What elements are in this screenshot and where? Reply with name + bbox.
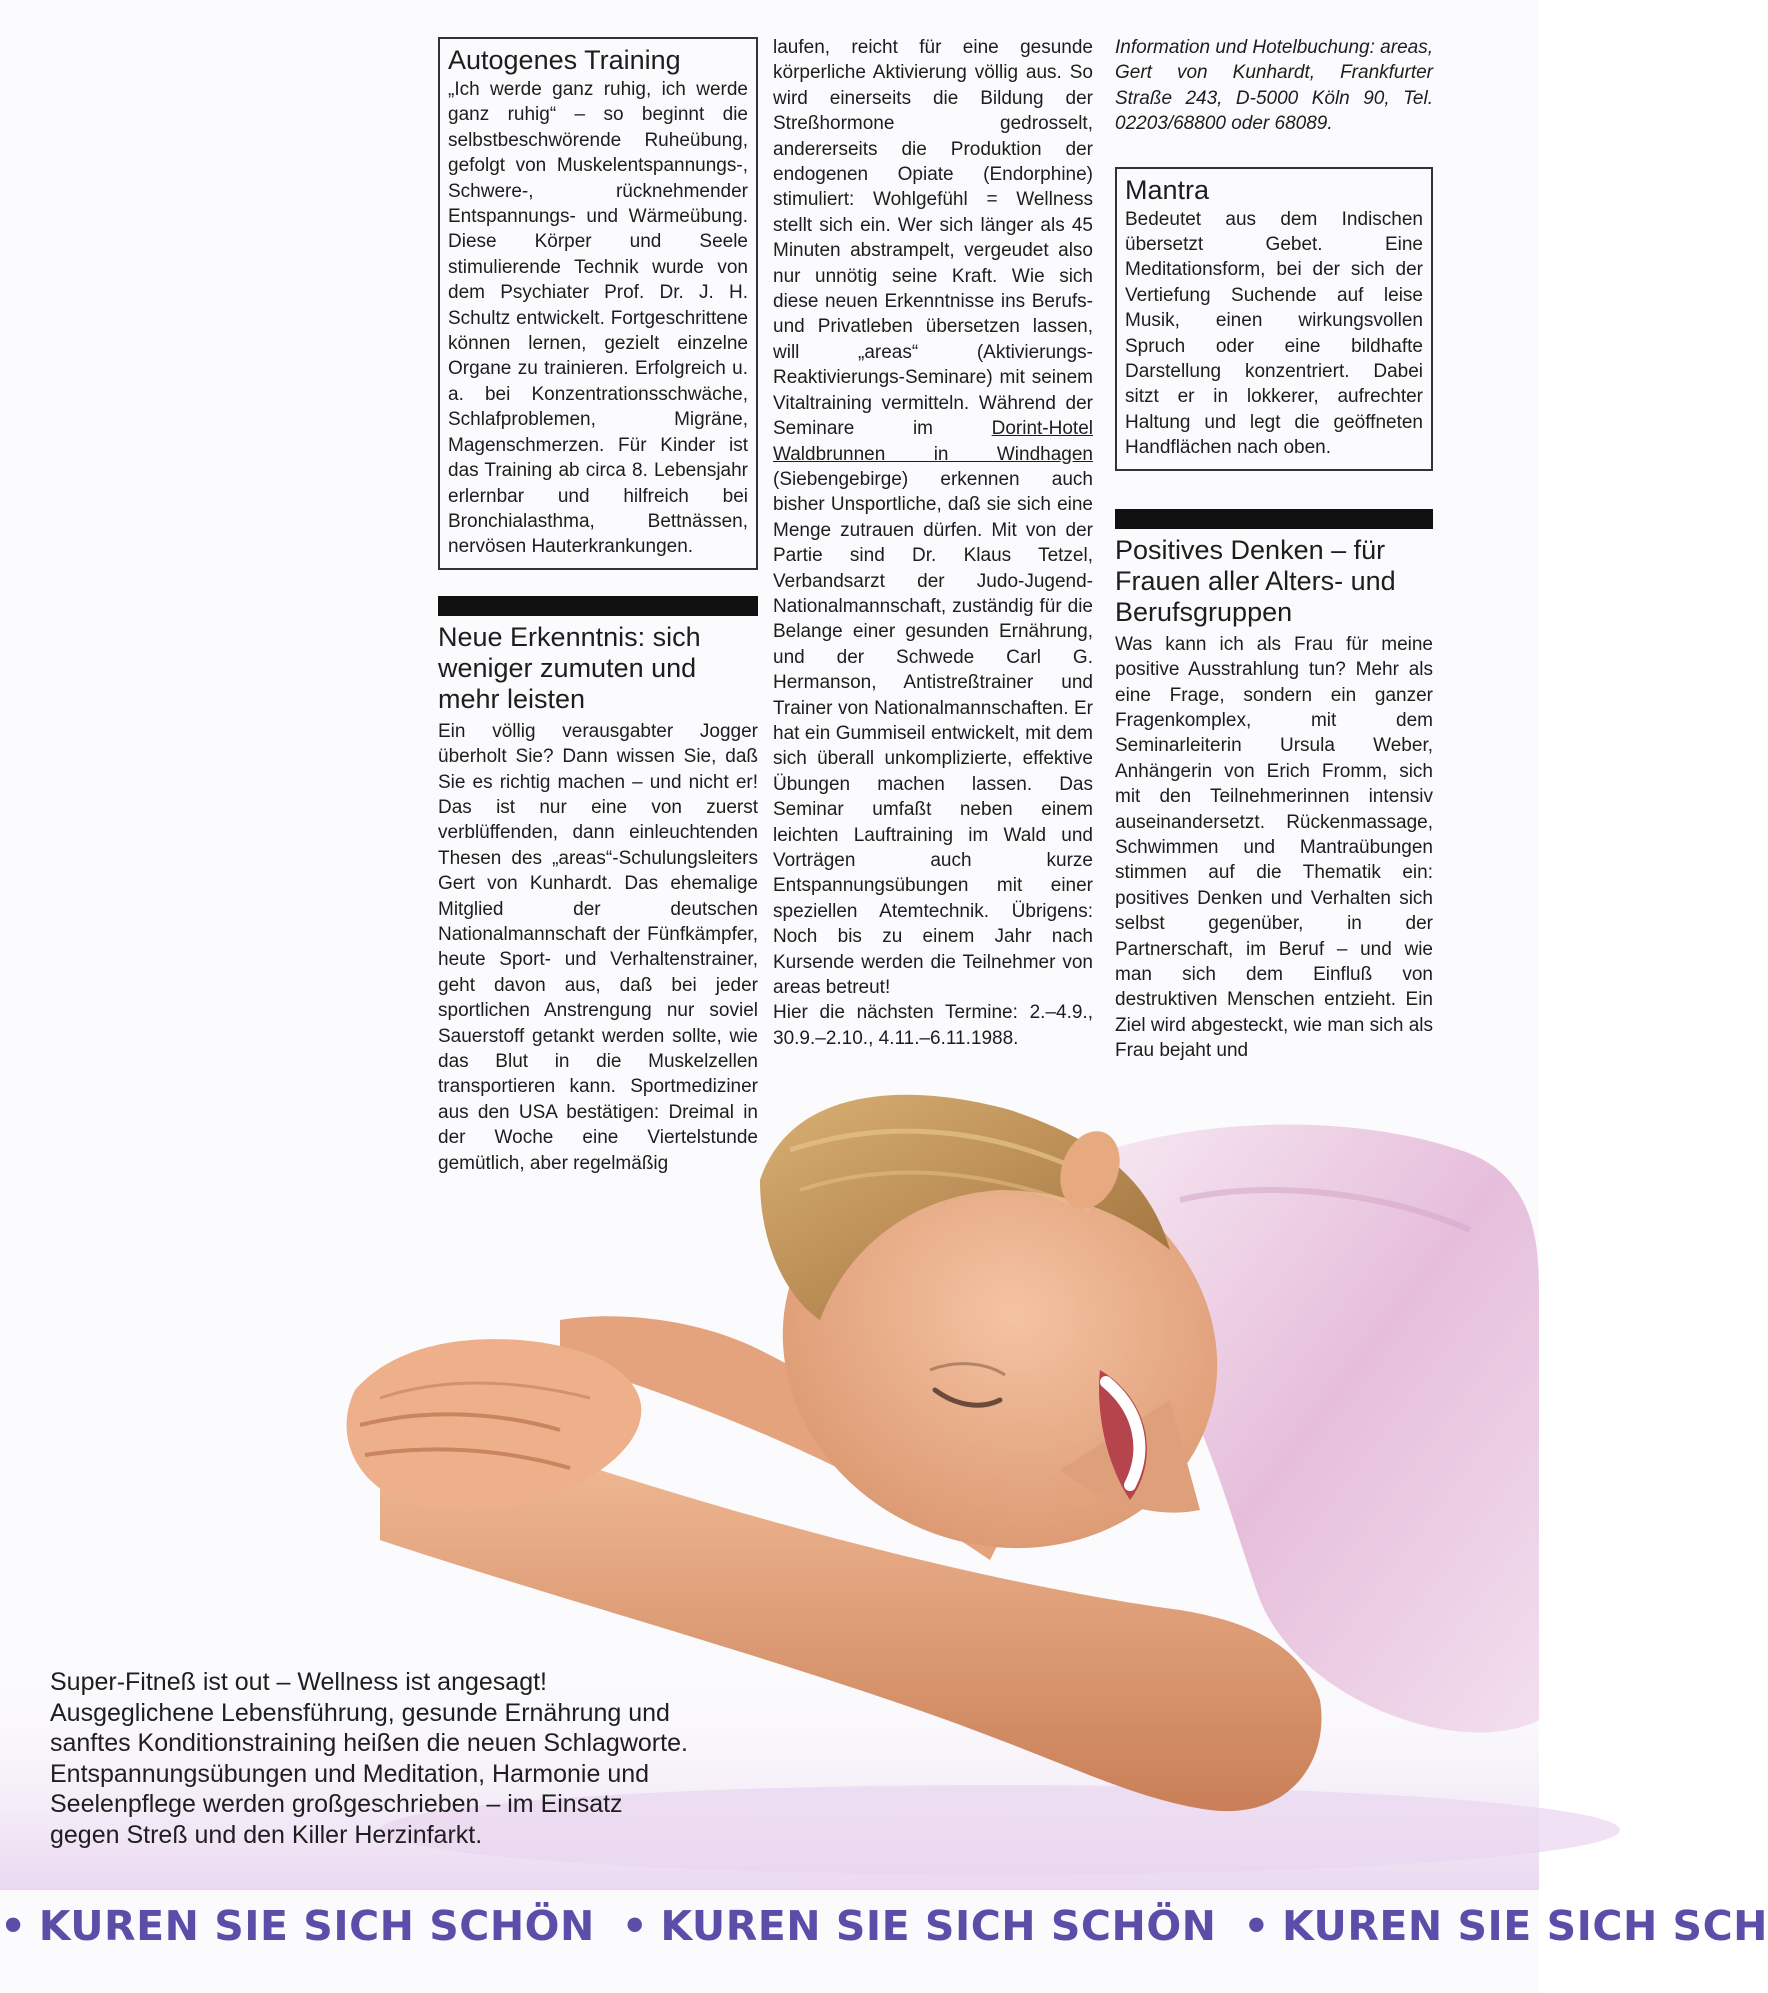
banner-phrase: KUREN SIE SICH SCHÖN xyxy=(660,1902,1217,1950)
article2-body: Was kann ich als Frau für meine positive Ausstrahlung tun? Mehr als eine Frage, sondern ein ganzer Fragenkomplex, mit dem Seminarleiterin Ursula Weber, Anhängerin von Erich Fromm, sich mit den Teilnehmerinnen intensiv auseinandersetzt. Rückenmassage, Schwimmen und Mantraübungen stimmen auf die Thematik ein: positives Denken und Verhalten sich selbst gegenüber, in der Partnerschaft, im Beruf – und wie man sich dem Einfluß von destruktiven Menschen entzieht. Ein Ziel wird abgesteckt, wie man sich als Frau bejaht und xyxy=(1115,633,1433,1062)
column-left xyxy=(438,37,758,1176)
column-right xyxy=(1115,35,1433,1064)
mantra-box xyxy=(1115,167,1433,471)
banner-bullet: • xyxy=(621,1902,649,1950)
autogenes-training-box xyxy=(438,37,758,570)
article2-heading: Positives Denken – für Frauen aller Alters- und Berufsgruppen xyxy=(1115,534,1396,627)
autogenes-training-body: „Ich werde ganz ruhig, ich werde ganz ruhig“ – so beginnt die selbstbeschwörende Ruheübung, gefolgt von Muskelentspannungs-, Schwere-, rücknehmender Entspannungs- und Wärmeübung. Diese Körper und Seele stimulierende Technik wurde von dem Psychiater Prof. Dr. J. H. Schultz entwickelt. Fortgeschrittene können lernen, gezielt einzelne Organe zu trainieren. Erfolgreich u. a. bei Konzentrationsschwäche, Schlafproblemen, Migräne, Magenschmerzen. Für Kinder ist das Training ab circa 8. Lebensjahr erlernbar und hilfreich bei Bronchialasthma, Bettnässen, nervösen Hauterkrankungen. xyxy=(448,79,748,558)
article1-continued xyxy=(773,35,1093,1000)
bottom-banner xyxy=(0,1896,1768,1956)
autogenes-training-title: Autogenes Training xyxy=(448,45,681,75)
banner-phrase-cut: KUREN SIE SICH SCH xyxy=(1282,1902,1768,1950)
mantra-body: Bedeutet aus dem Indischen übersetzt Gebet. Eine Meditationsform, bei der sich der Vertiefung Suchende auf leise Musik, einen wirkungsvollen Spruch oder eine bildhafte Darstellung konzentriert. Dabei sitzt er in lokkerer, aufrechter Haltung und legt die geöffneten Handflächen nach oben. xyxy=(1125,208,1423,459)
banner-phrase: KUREN SIE SICH SCHÖN xyxy=(38,1902,595,1950)
hotel-name: Dorint-Hotel Waldbrunnen in Windhagen xyxy=(773,418,1093,465)
section-rule xyxy=(1115,509,1433,529)
booking-info: Information und Hotelbuchung: areas, Gert von Kunhardt, Frankfurter Straße 243, D-5000 Köln 90, Tel. 02203/68800 oder 68089. xyxy=(1115,37,1433,135)
article1-body: Ein völlig verausgabter Jogger überholt Sie? Dann wissen Sie, daß Sie es richtig machen – und nicht er! Das ist nur eine von zuerst verblüffenden, dann einleuchtenden Thesen des „areas“-Schulungsleiters Gert von Kunhardt. Das ehemalige Mitglied der deutschen Nationalmannschaft der Fünfkämpfer, heute Sport- und Verhaltenstrainer, geht davon aus, daß bei jeder sportlichen Anstrengung nur soviel Sauerstoff getankt werden sollte, wie das Blut in die Muskelzellen transportieren kann. Sportmediziner aus den USA bestätigen: Dreimal in der Woche eine Viertelstunde gemütlich, aber regelmäßig xyxy=(438,720,758,1174)
seminar-dates: Hier die nächsten Termine: 2.–4.9., 30.9.–2.10., 4.11.–6.11.1988. xyxy=(773,1002,1093,1049)
banner-bullet: • xyxy=(1243,1902,1270,1950)
banner-bullet: • xyxy=(0,1902,27,1950)
article1-body-part-b: (Siebengebirge) erkennen auch bisher Unsportliche, daß sie sich eine Menge zutrauen dürfen. Mit von der Partie sind Dr. Klaus Tetzel, Verbandsarzt der Judo-Jugend-Nationalmannschaft, zuständig für die Belange einer gesunden Ernährung, und der Schwede Carl G. Hermanson, Antistreßtrainer und Trainer von Nationalmannschaften. Er hat ein Gummiseil entwickelt, mit dem sich überall unkomplizierte, effektive Übungen machen lassen. Das Seminar umfaßt neben einem leichten Lauftraining im Wald und Vorträgen auch kurze Entspannungsübungen mit einer speziellen Atemtechnik. Übrigens: Noch bis zu einem Jahr nach Kursende werden die Teilnehmer von areas betreut! xyxy=(773,468,1093,999)
photo-caption: Super-Fitneß ist out – Wellness ist angesagt! Ausgeglichene Lebensführung, gesunde Ernährung und sanftes Konditionstraining heißen die neuen Schlagworte. Entspannungsübungen und Meditation, Harmonie und Seelenpflege werden großgeschrieben – im Einsatz gegen Streß und den Killer Herzinfarkt. xyxy=(50,1668,688,1849)
article1-body-part-a: laufen, reicht für eine gesunde körperliche Aktivierung völlig aus. So wird einerseits die Bildung der Streßhormone gedrosselt, andererseits die Produktion der endogenen Opiate (Endorphine) stimuliert: Wohlgefühl = Wellness stellt sich ein. Wer sich länger als 45 Minuten abstrampelt, vergeudet also nur unnötig seine Kraft. Wie sich diese neuen Erkenntnisse ins Berufs- und Privatleben übersetzen lassen, will „areas“ (Aktivierungs-Reaktivierungs-Seminare) mit seinem Vitaltraining vermitteln. Während der Seminare im xyxy=(773,37,1093,440)
section-rule xyxy=(438,596,758,616)
column-middle xyxy=(773,35,1093,1051)
mantra-title: Mantra xyxy=(1125,174,1210,205)
article1-heading: Neue Erkenntnis: sich weniger zumuten und mehr leisten xyxy=(438,621,701,714)
